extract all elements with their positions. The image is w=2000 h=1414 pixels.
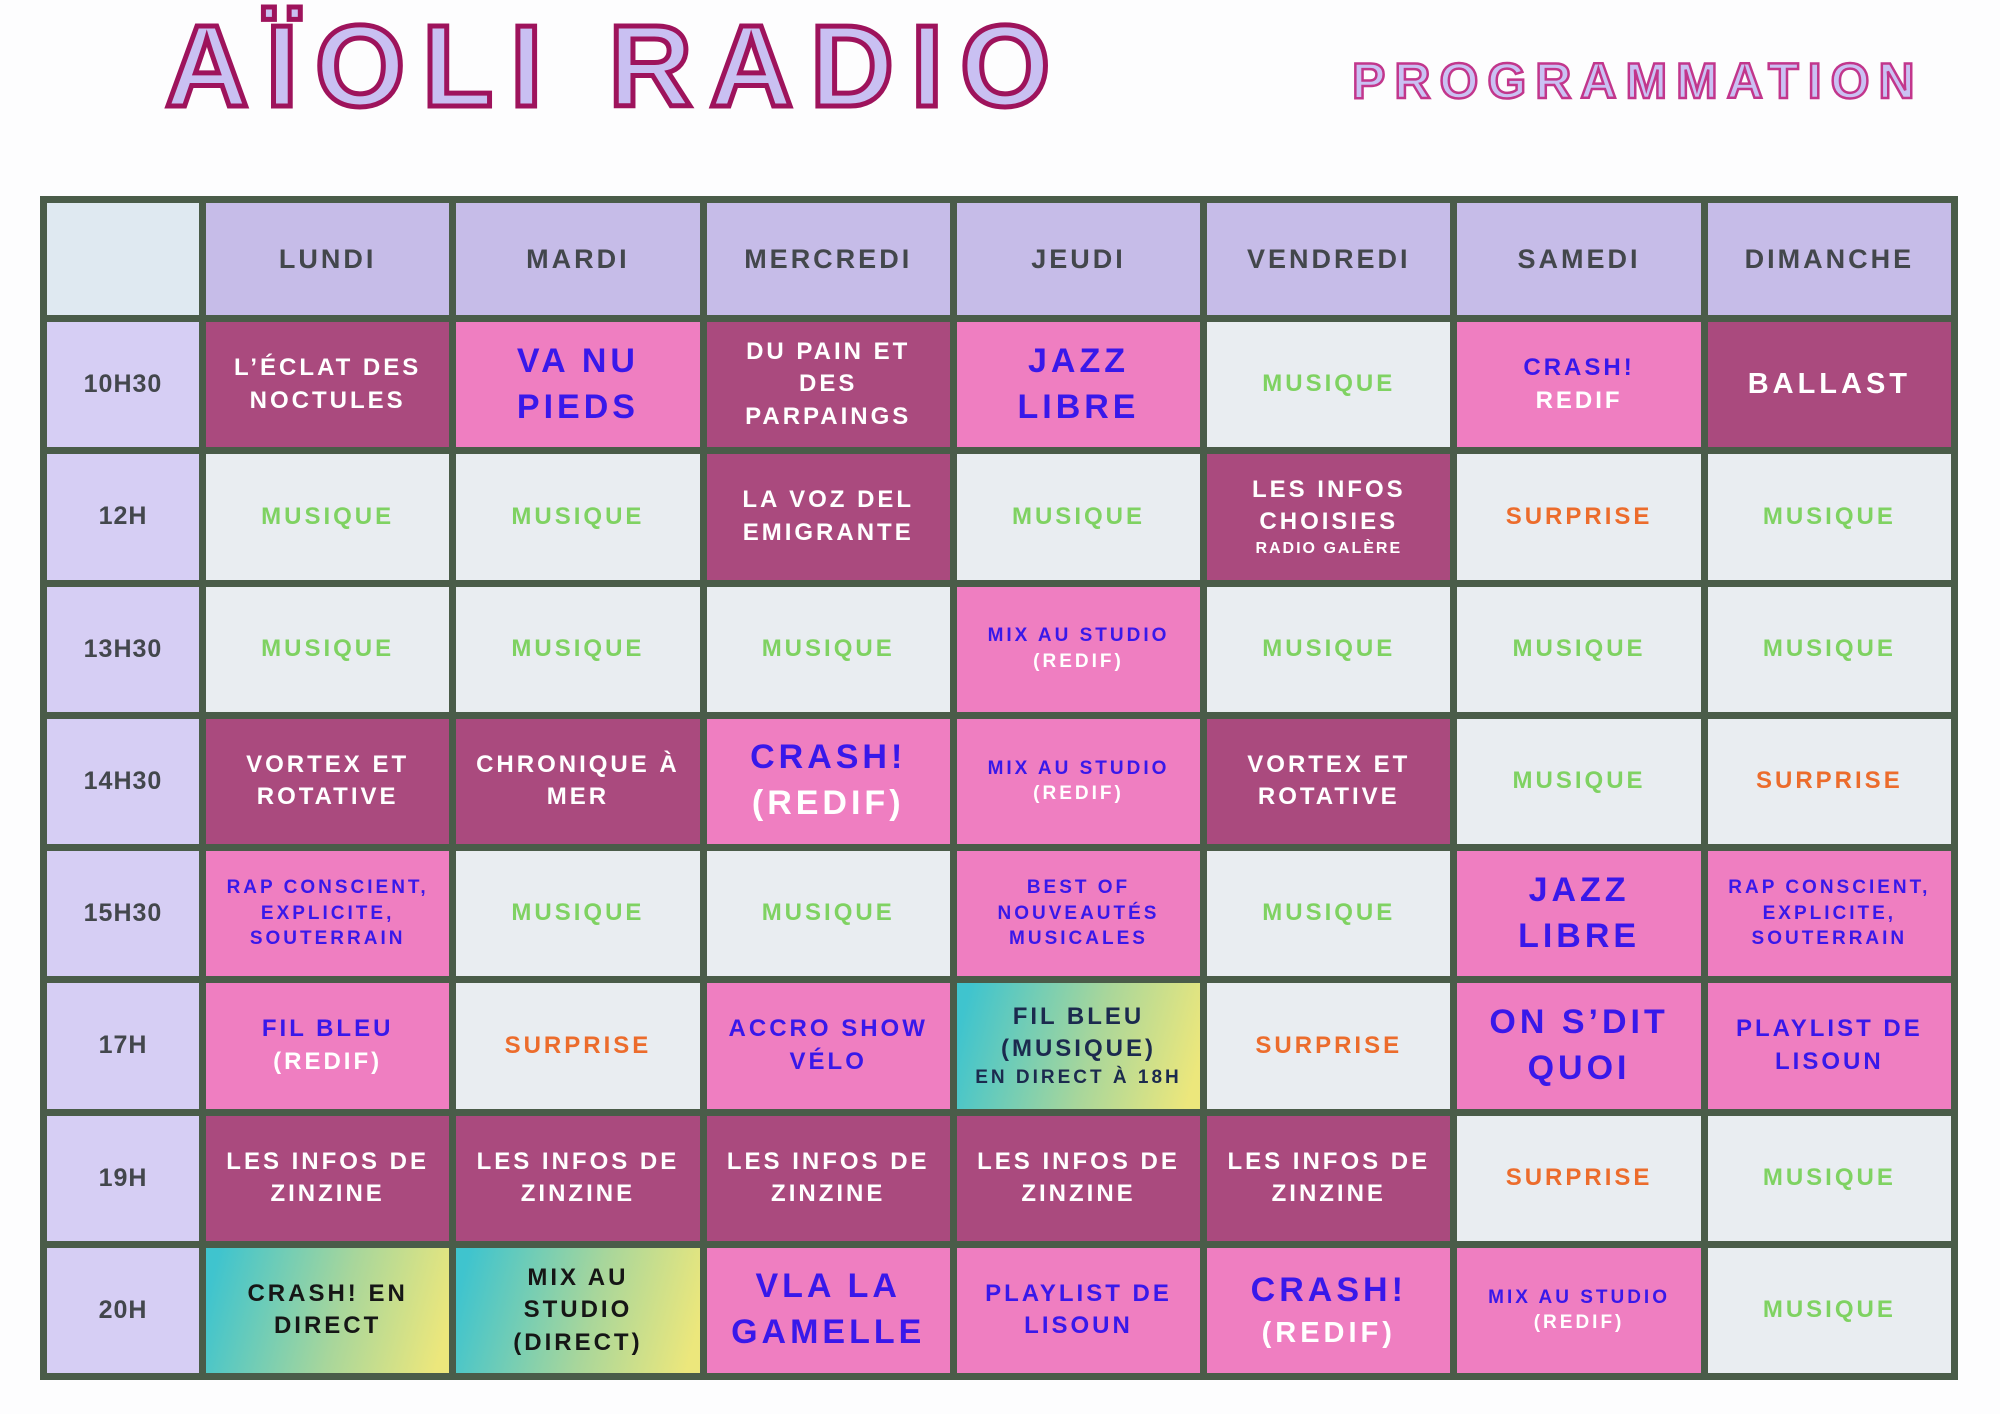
program-cell-vendredi-17h [1207, 983, 1450, 1108]
program-text: MIX AU STUDIO [987, 757, 1170, 779]
time-label-10h30: 10H30 [47, 322, 199, 447]
program-text: JAZZ LIBRE [1017, 341, 1140, 426]
day-header-jeudi: JEUDI [957, 203, 1200, 315]
day-header-lundi: LUNDI [206, 203, 449, 315]
page-subtitle: PROGRAMMATION [1352, 53, 1924, 109]
program-text: BEST OF NOUVEAUTÉS MUSICALES [997, 877, 1160, 950]
program-text: LA VOZ DEL EMIGRANTE [742, 486, 915, 546]
program-text: PLAYLIST DE LISOUN [1735, 1015, 1923, 1075]
program-cell-dimanche-20h [1708, 1248, 1951, 1373]
program-cell-mercredi-12h [707, 454, 950, 579]
program-cell-samedi-10h30 [1457, 322, 1700, 447]
program-cell-mardi-19h [456, 1116, 699, 1241]
program-text: MUSIQUE [511, 634, 645, 662]
program-cell-lundi-12h [206, 454, 449, 579]
program-text: MUSIQUE [511, 502, 645, 530]
day-header-vendredi: VENDREDI [1207, 203, 1450, 315]
program-cell-dimanche-17h [1708, 983, 1951, 1108]
program-text: MUSIQUE [261, 502, 395, 530]
program-text: JAZZ LIBRE [1518, 870, 1641, 955]
program-text: RAP CONSCIENT, EXPLICITE, SOUTERRAIN [1728, 877, 1931, 950]
program-cell-mercredi-19h [707, 1116, 950, 1241]
program-text: MUSIQUE [761, 899, 895, 927]
program-text: SURPRISE [1505, 1163, 1653, 1191]
program-text: CRASH! [750, 738, 907, 777]
program-text: CRASH! [1523, 354, 1635, 382]
program-cell-samedi-15h30 [1457, 851, 1700, 976]
program-cell-dimanche-10h30 [1708, 322, 1951, 447]
program-cell-dimanche-19h [1708, 1116, 1951, 1241]
program-text: L’ÉCLAT DES NOCTULES [234, 354, 422, 414]
program-text: MUSIQUE [1762, 634, 1896, 662]
program-text: MUSIQUE [1762, 1296, 1896, 1324]
program-cell-samedi-17h [1457, 983, 1700, 1108]
program-text: MUSIQUE [1262, 634, 1396, 662]
time-label-19h: 19H [47, 1116, 199, 1241]
program-text: (REDIF) [273, 1047, 383, 1075]
program-cell-samedi-12h [1457, 454, 1700, 579]
program-cell-mercredi-10h30 [707, 322, 950, 447]
program-cell-samedi-19h [1457, 1116, 1700, 1241]
program-cell-vendredi-14h30 [1207, 719, 1450, 844]
program-cell-lundi-13h30 [206, 587, 449, 712]
page-title: AÏOLI RADIO [165, 1, 1068, 131]
program-cell-jeudi-15h30 [957, 851, 1200, 976]
program-cell-samedi-20h [1457, 1248, 1700, 1373]
program-text: LES INFOS DE ZINZINE [476, 1147, 680, 1208]
program-cell-vendredi-19h [1207, 1116, 1450, 1241]
program-text: SURPRISE [1255, 1031, 1403, 1059]
program-cell-mercredi-17h [707, 983, 950, 1108]
program-text: (REDIF) [1261, 1316, 1396, 1349]
program-text: (REDIF) [1033, 651, 1124, 673]
program-text: (REDIF) [1033, 783, 1124, 805]
program-text: RAP CONSCIENT, EXPLICITE, SOUTERRAIN [226, 877, 429, 950]
program-cell-jeudi-10h30 [957, 322, 1200, 447]
time-label-17h: 17H [47, 983, 199, 1108]
program-text: ACCRO SHOW VÉLO [728, 1015, 928, 1075]
program-cell-jeudi-20h [957, 1248, 1200, 1373]
program-text: FIL BLEU (MUSIQUE) [1000, 1002, 1156, 1063]
program-text: MUSIQUE [1762, 1163, 1896, 1191]
program-text: DU PAIN ET DES PARPAINGS [745, 338, 912, 430]
time-label-13h30: 13H30 [47, 587, 199, 712]
program-text: VORTEX ET ROTATIVE [246, 750, 410, 811]
program-text: MUSIQUE [1262, 899, 1396, 927]
program-text: LES INFOS DE ZINZINE [226, 1147, 429, 1208]
day-header-mercredi: MERCREDI [707, 203, 950, 315]
program-text: (REDIF) [1533, 1312, 1625, 1334]
time-label-12h: 12H [47, 454, 199, 579]
program-text: SURPRISE [1756, 767, 1903, 795]
program-text: LES INFOS CHOISIES [1251, 475, 1406, 536]
program-cell-lundi-14h30 [206, 719, 449, 844]
program-text: EN DIRECT À 18H [975, 1067, 1182, 1089]
program-text: MIX AU STUDIO [987, 625, 1170, 647]
program-text: CRASH! EN DIRECT [247, 1279, 408, 1340]
corner-cell [47, 203, 199, 315]
program-text: REDIF [1535, 386, 1623, 414]
program-text: ON S’DIT QUOI [1489, 1002, 1669, 1087]
program-text: MUSIQUE [511, 899, 645, 927]
program-cell-jeudi-12h [957, 454, 1200, 579]
program-cell-samedi-14h30 [1457, 719, 1700, 844]
program-cell-dimanche-12h [1708, 454, 1951, 579]
program-text: MUSIQUE [1011, 502, 1145, 530]
program-text: MUSIQUE [1262, 370, 1396, 398]
program-cell-mercredi-14h30 [707, 719, 950, 844]
program-cell-mardi-15h30 [456, 851, 699, 976]
program-cell-jeudi-19h [957, 1116, 1200, 1241]
program-cell-lundi-19h [206, 1116, 449, 1241]
program-cell-lundi-15h30 [206, 851, 449, 976]
program-cell-vendredi-13h30 [1207, 587, 1450, 712]
program-text: MUSIQUE [1512, 634, 1646, 662]
program-text: MUSIQUE [1762, 502, 1896, 530]
program-text: MIX AU STUDIO (DIRECT) [513, 1263, 643, 1356]
day-header-mardi: MARDI [456, 203, 699, 315]
program-text: MUSIQUE [761, 634, 895, 662]
program-cell-mardi-14h30 [456, 719, 699, 844]
time-label-14h30: 14H30 [47, 719, 199, 844]
program-text: CHRONIQUE À MER [476, 750, 680, 811]
program-text: RADIO GALÈRE [1255, 540, 1403, 558]
program-text: BALLAST [1747, 368, 1912, 401]
program-cell-lundi-20h [206, 1248, 449, 1373]
program-cell-mardi-10h30 [456, 322, 699, 447]
program-cell-vendredi-20h [1207, 1248, 1450, 1373]
program-cell-dimanche-15h30 [1708, 851, 1951, 976]
program-cell-samedi-13h30 [1457, 587, 1700, 712]
program-text: PLAYLIST DE LISOUN [985, 1279, 1172, 1340]
time-label-15h30: 15H30 [47, 851, 199, 976]
program-cell-vendredi-12h [1207, 454, 1450, 579]
program-text: CRASH! [1250, 1270, 1407, 1309]
program-cell-lundi-10h30 [206, 322, 449, 447]
program-text: MIX AU STUDIO [1488, 1286, 1670, 1308]
program-text: MUSIQUE [1512, 767, 1646, 795]
program-cell-dimanche-13h30 [1708, 587, 1951, 712]
program-cell-jeudi-13h30 [957, 587, 1200, 712]
program-cell-mardi-12h [456, 454, 699, 579]
day-header-samedi: SAMEDI [1457, 203, 1700, 315]
schedule-table [40, 196, 1958, 1380]
program-cell-mercredi-13h30 [707, 587, 950, 712]
program-cell-mardi-13h30 [456, 587, 699, 712]
program-cell-jeudi-14h30 [957, 719, 1200, 844]
program-text: VLA LA GAMELLE [731, 1267, 926, 1352]
program-cell-jeudi-17h [957, 983, 1200, 1108]
program-cell-mardi-17h [456, 983, 699, 1108]
program-cell-vendredi-10h30 [1207, 322, 1450, 447]
program-text: LES INFOS DE ZINZINE [977, 1147, 1180, 1208]
time-label-20h: 20H [47, 1248, 199, 1373]
program-cell-vendredi-15h30 [1207, 851, 1450, 976]
program-cell-mercredi-15h30 [707, 851, 950, 976]
program-text: LES INFOS DE ZINZINE [1227, 1147, 1431, 1208]
program-text: MUSIQUE [261, 634, 395, 662]
program-text: LES INFOS DE ZINZINE [726, 1147, 930, 1208]
program-cell-dimanche-14h30 [1708, 719, 1951, 844]
program-cell-mardi-20h [456, 1248, 699, 1373]
program-text: (REDIF) [751, 784, 905, 823]
program-text: VORTEX ET ROTATIVE [1247, 750, 1411, 811]
program-cell-lundi-17h [206, 983, 449, 1108]
program-text: VA NU PIEDS [516, 341, 639, 426]
program-cell-mercredi-20h [707, 1248, 950, 1373]
program-text: FIL BLEU [261, 1015, 394, 1043]
day-header-dimanche: DIMANCHE [1708, 203, 1951, 315]
program-text: SURPRISE [504, 1031, 652, 1059]
program-text: SURPRISE [1505, 502, 1653, 530]
